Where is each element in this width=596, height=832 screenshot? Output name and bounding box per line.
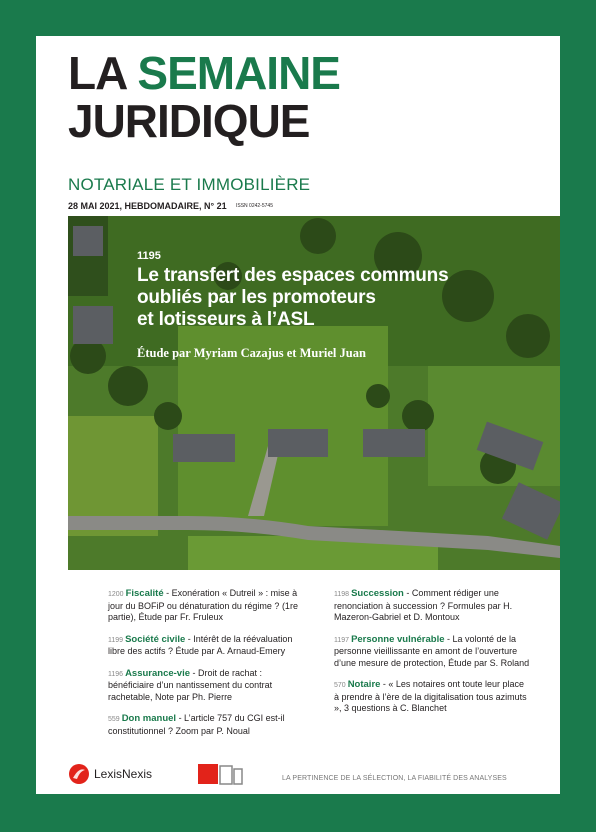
cover-story-title <box>137 265 507 331</box>
list-item: 1200 Fiscalité - Exonération « Dutreil » : mise à jour du BOFiP ou dénaturation du régime ? (1re partie), Étude par Fr. Fruleux <box>108 588 298 622</box>
list-item: 559 Don manuel - L’article 757 du CGI est-il constitutionnel ? Zoom par P. Noual <box>108 713 285 736</box>
issn-number: ISSN 0242-5745 <box>236 203 273 209</box>
right-column <box>334 588 530 725</box>
devices-icon <box>196 762 246 791</box>
lexisnexis-icon <box>68 763 90 785</box>
cover-story-number: 1195 <box>137 250 161 262</box>
cover-title-line1: Le transfert des espaces communs <box>137 265 449 286</box>
cover-page <box>36 36 560 794</box>
masthead-semaine: SEMAINE <box>137 47 340 99</box>
masthead-la: LA <box>68 47 126 99</box>
list-item: 1197 Personne vulnérable - La volonté de la personne vieillissante en amont de l’ouverture d’une mesure de protection, Étude par S. Roland <box>334 633 530 668</box>
masthead-subtitle: NOTARIALE ET IMMOBILIÈRE <box>68 175 311 194</box>
cover-title-line2: oubliés par les promoteurs <box>137 287 376 308</box>
cover-title-line3: et lotisseurs à l’ASL <box>137 309 315 330</box>
list-item: 570 Notaire - « Les notaires ont toute leur place à prendre à l’ère de la digitalisation tous azimuts », 3 questions à C. Blanchet <box>334 679 527 713</box>
issue-dateline: 28 MAI 2021, HEBDOMADAIRE, N° 21 <box>68 201 227 211</box>
masthead-juridique: JURIDIQUE <box>68 95 310 147</box>
masthead-line1 <box>68 47 340 99</box>
cover-story-author: Étude par Myriam Cazajus et Muriel Juan <box>137 346 366 360</box>
left-column <box>108 588 308 747</box>
list-item: 1196 Assurance-vie - Droit de rachat : bénéficiaire d’un nantissement du contrat rachetable, Note par Ph. Pierre <box>108 667 273 702</box>
publisher-logo <box>68 763 152 785</box>
list-item: 1198 Succession - Comment rédiger une renonciation à succession ? Formules par H. Mazeron-Gabriel et D. Montoux <box>334 588 513 622</box>
publisher-name: LexisNexis <box>94 767 153 781</box>
list-item: 1199 Société civile - Intérêt de la réévaluation libre des actifs ? Étude par A. Arnaud-Emery <box>108 633 293 656</box>
footer-tagline: LA PERTINENCE DE LA SÉLECTION, LA FIABILITÉ DES ANALYSES <box>282 775 507 782</box>
